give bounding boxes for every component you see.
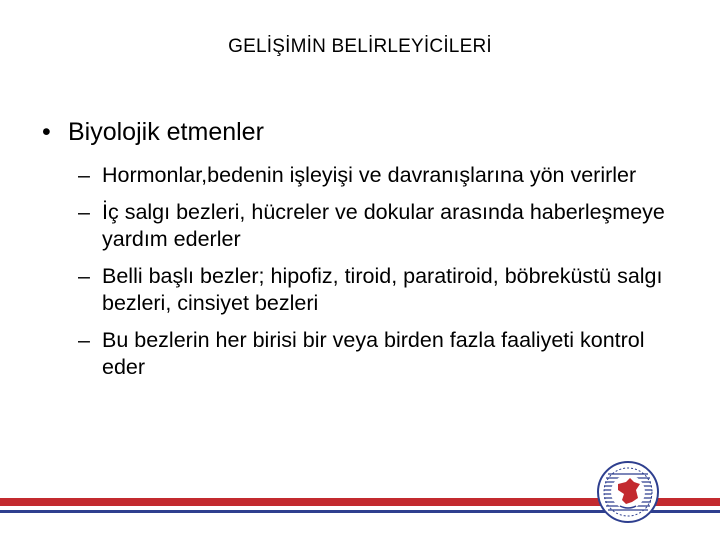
sub-bullet-item xyxy=(78,199,682,253)
slide-title: GELİŞİMİN BELİRLEYİCİLERİ xyxy=(228,36,492,57)
bullet-text: Biyolojik etmenler xyxy=(68,118,264,146)
bullet-biyolojik-etmenler xyxy=(40,114,680,150)
sub-bullet-item xyxy=(78,162,682,189)
sub-bullet-text: İç salgı bezleri, hücreler ve dokular arasında haberleşmeye yardım ederler xyxy=(102,200,665,251)
sub-bullet-list xyxy=(78,162,680,381)
sub-bullet-marker: – xyxy=(78,264,90,288)
sub-bullet-text: Hormonlar,bedenin işleyişi ve davranışlarına yön verirler xyxy=(102,163,637,187)
sub-bullet-text: Bu bezlerin her birisi bir veya birden fazla faaliyeti kontrol eder xyxy=(102,328,645,379)
university-seal-logo xyxy=(596,460,660,524)
bullet-marker: • xyxy=(42,118,51,146)
sub-bullet-item xyxy=(78,327,682,381)
sub-bullet-text: Belli başlı bezler; hipofiz, tiroid, paratiroid, böbreküstü salgı bezleri, cinsiyet bezleri xyxy=(102,264,663,315)
sub-bullet-marker: – xyxy=(78,200,90,224)
sub-bullet-marker: – xyxy=(78,163,90,187)
sub-bullet-marker: – xyxy=(78,328,90,352)
sub-bullet-item xyxy=(78,263,682,317)
slide-content xyxy=(40,114,680,391)
